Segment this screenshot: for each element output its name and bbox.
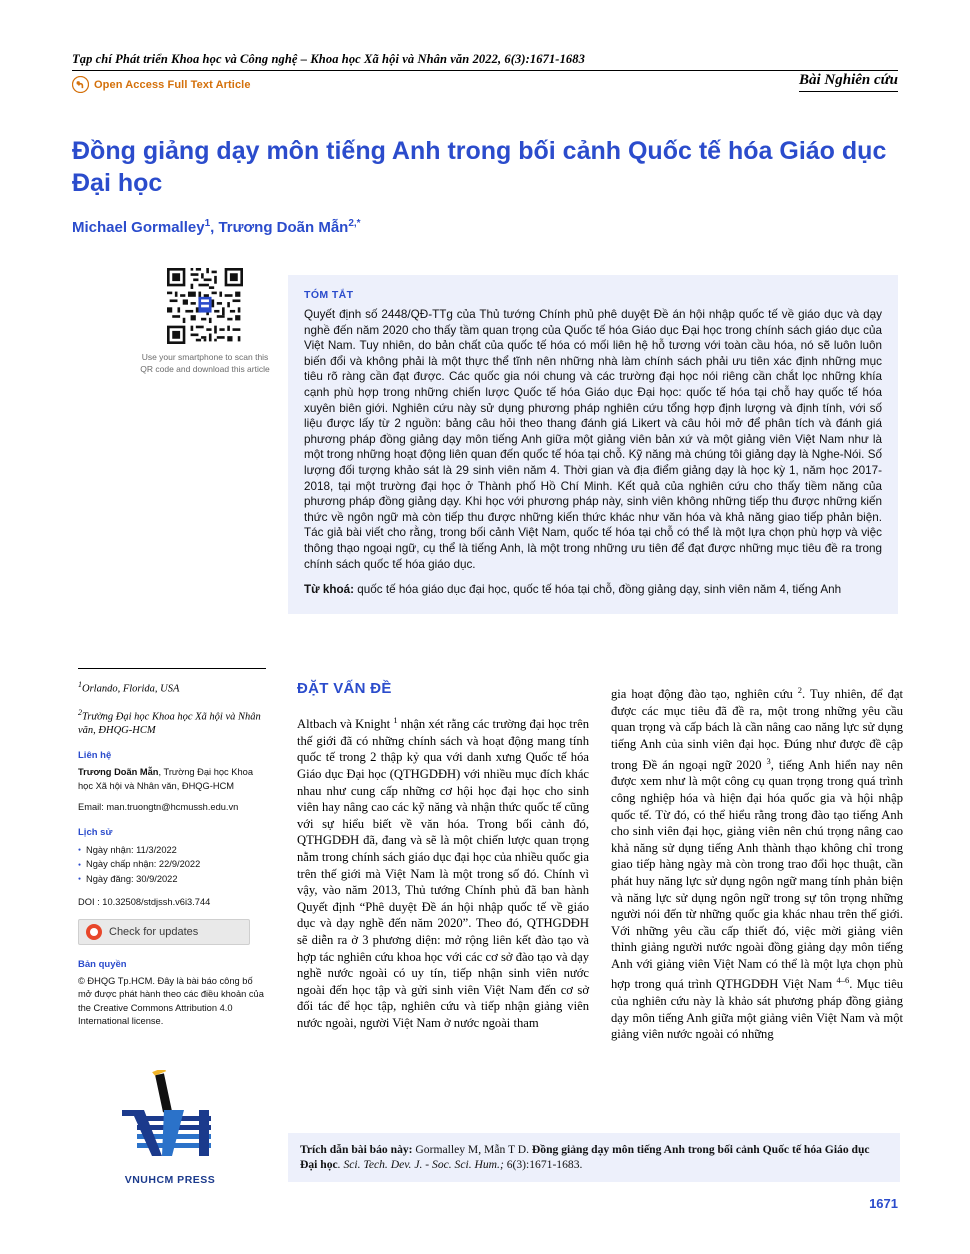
history-heading: Lịch sử xyxy=(78,826,113,838)
check-for-updates-button[interactable] xyxy=(78,919,250,945)
open-access-lock-icon xyxy=(72,76,89,93)
abstract-box xyxy=(288,275,898,614)
doi-text[interactable]: DOI : 10.32508/stdjssh.v6i3.744 xyxy=(78,896,211,907)
affiliation-1 xyxy=(78,678,266,697)
page-number: 1671 xyxy=(869,1196,898,1211)
page-title: Đồng giảng dạy môn tiếng Anh trong bối cảnh Quốc tế hóa Giáo dục Đại học xyxy=(72,136,887,197)
qr-caption-line-1: Use your smartphone to scan this xyxy=(141,352,269,362)
check-for-updates-label: Check for updates xyxy=(109,925,199,938)
affiliation-1-text: Orlando, Florida, USA xyxy=(82,683,180,695)
qr-code-icon xyxy=(167,268,243,344)
affiliation-1-marker: 1 xyxy=(78,680,82,689)
qr-caption-line-2: QR code and download this article xyxy=(140,364,270,374)
vnuhcm-press-logo-icon xyxy=(104,1070,236,1165)
citation-authors: Gormalley M, Mẫn T D. xyxy=(412,1143,532,1156)
open-access-badge xyxy=(72,76,251,93)
author-list: Michael Gormalley$^1$, Trương Doãn Mẫn$^{2,*}$ xyxy=(72,218,361,236)
section-heading-introduction: ĐẶT VẤN ĐỀ xyxy=(297,680,392,697)
copyright-text: © ĐHQG Tp.HCM. Đây là bài báo công bố mở được phát hành theo các điều khoản của the Creative Commons Attribution 4.0 International license. xyxy=(78,975,264,1027)
body-column-left: Altbach và Knight $^1$ nhận xét rằng các trường đại học trên thế giới đã có những chính sách và hoạt động mang tính quốc tế trong 2 thập kỷ qua với danh xưng Quốc tế hóa Giáo dục Đại học (QTHGDĐH) với nhiều mục đích khác nhau như cung cấp những cơ hội học đại học cho sinh viên hay nâng cao các kỹ năng và nhận thức quốc tế cũng với sự hiểu biết về văn hóa. Trong bối cảnh đó, QTHGDĐH đã, đang và sẽ là một chiến lược quan trọng nằm trong chính sách giáo dục đại học của nhiều quốc gia trên thế giới mà Việt Nam là một trong số đó. Chính vì vậy, vào năm 2013, Thủ tướng Chính phủ đã ban hành Quyết định “Phê duyệt Đề án hội nhập quốc tế về giáo dục và dạy nghề đến năm 2020”. Theo đó, QTHGDĐH sẽ diễn ra ở 3 phương diện: mở rộng liên kết đào tạo và hợp tác nghiên cứu khoa học với các cơ sở đào tạo và dạy nghề nước ngoài có uy tín, tiếp nhận sinh viên nước ngoài đến học tập và gửi sinh viên Việt Nam đến cơ sở đối tác để học tập, nghiên cứu và tiếp nhận giảng viên nước ngoài, người Việt Nam ở nước ngoài tham xyxy=(297,715,590,1030)
affiliation-2-marker: 2 xyxy=(78,707,82,717)
journal-header xyxy=(72,52,898,67)
citation-label: Trích dẫn bài báo này: xyxy=(300,1143,413,1156)
keywords-label: Từ khoá: xyxy=(304,583,355,597)
contact-block xyxy=(78,766,266,793)
history-item: ● Ngày đăng: 30/9/2022 xyxy=(78,872,266,887)
citation-journal: . Sci. Tech. Dev. J. - Soc. Sci. Hum.; xyxy=(337,1158,504,1172)
contact-email[interactable]: Email: man.truongtn@hcmussh.edu.vn xyxy=(78,802,239,812)
crossmark-icon xyxy=(86,924,102,940)
qr-caption xyxy=(130,351,280,375)
contact-heading: Liên hệ xyxy=(78,750,112,761)
publisher-logo-block xyxy=(95,1070,245,1186)
history-item: ● Ngày chấp nhận: 22/9/2022 xyxy=(78,857,266,872)
history-item: ● Ngày nhận: 11/3/2022 xyxy=(78,843,266,858)
affiliation-2 xyxy=(78,706,266,739)
open-access-label: Open Access Full Text Article xyxy=(94,78,251,91)
header-divider xyxy=(72,70,898,71)
citation-title: Đồng giảng dạy môn tiếng Anh trong bối cảnh Quốc tế hóa Giáo dục Đại học xyxy=(300,1143,870,1172)
publisher-name: VNUHCM PRESS xyxy=(124,1174,216,1186)
abstract-text: Quyết định số 2448/QĐ-TTg của Thủ tướng Chính phủ phê duyệt Đề án hội nhập quốc tế về giáo dục và dạy nghề đến năm 2020 cho thấy tầm quan trọng của Quốc tế hóa Giáo dục Đại học trong chính sách giáo dục của Việt Nam. Tuy nhiên, do bản chất của quốc tế hóa có mối liên hệ hỗ tương với toàn cầu hóa, nó sẽ luôn luôn biến đổi và không phải là một thực thể tĩnh nên những nhà làm chính sách phải ưu tiên xác định những mục tiêu rõ ràng cần đạt được. Các quốc gia nói chung và các trường đại học nói riêng cần chắt lọc những khía cạnh phù hợp trong những chiến lược Quốc tế hóa Giáo dục Đại học: quốc tế hóa tại chỗ hay quốc tế hóa xuyên biên giới. Nghiên cứu này sử dụng phương pháp nghiên cứu tổng hợp định lượng và định tính, với số liệu được lấy từ 2 nguồn: bảng câu hỏi theo thang đánh giá Likert và câu hỏi mở để phân tích và đánh giá phương pháp đồng giảng dạy môn tiếng Anh giữa một giảng viên bản xứ và một giảng viên Việt Nam như là một trong những hoạt động liên quan đến quốc tế hóa tại chỗ. Kỹ năng mà chúng tôi giảng dạy là Nghe-Nói. Số lượng đối tượng khảo sát là 29 sinh viên năm 4. Thời gian và địa điểm giảng dạy là học kỳ 1, năm học 2017-2018, tại một trường đại học ở Thành phố Hồ Chí Minh. Kết quả của nghiên cứu cho thấy tiềm năng của phương pháp đồng giảng dạy. Khi học với phương pháp này, sinh viên không những tiếp thu được những kiến thức về ngôn ngữ mà còn tiếp thu được những kiến thức khác như văn hóa và khả năng giao tiếp phản biện. Tác giả bài viết cho rằng, trong bối cảnh Việt Nam, quốc tế hóa tại chỗ có thể là một lựa chọn phù hợp và việc thông thạo ngoại ngữ, cụ thể là tiếng Anh, là một trong những ưu tiên để đạt được những mục tiêu đề ra trong chính sách quốc tế hóa giáo dục. xyxy=(304,308,882,571)
contact-name: Trương Doãn Mẫn xyxy=(78,767,159,777)
citation-volume-pages: 6(3):1671-1683. xyxy=(503,1158,583,1172)
journal-citation-line: Tạp chí Phát triển Khoa học và Công nghệ – Khoa học Xã hội và Nhân văn 2022, 6(3):1671-1683 xyxy=(72,52,585,66)
keywords-block xyxy=(304,582,882,598)
citation-box xyxy=(288,1133,900,1182)
sidebar-metadata xyxy=(78,668,266,1029)
copyright-heading: Bản quyền xyxy=(78,958,127,970)
abstract-heading: TÓM TẮT xyxy=(304,289,354,301)
sidebar-divider xyxy=(78,668,266,669)
qr-code-block xyxy=(130,268,280,375)
keywords-value: quốc tế hóa giáo dục đại học, quốc tế hóa tại chỗ, đồng giảng dạy, sinh viên năm 4, tiếng Anh xyxy=(357,583,842,597)
affiliation-2-text: Trường Đại học Khoa học Xã hội và Nhân văn, ĐHQG-HCM xyxy=(78,711,261,736)
contact-affiliation: , Trường Đại học Khoa học Xã hội và Nhân văn, ĐHQG-HCM xyxy=(78,767,253,791)
body-column-right: gia hoạt động đào tạo, nghiên cứu $^2$. Tuy nhiên, để đạt được các mục tiêu đã đề ra, một trong những yêu cầu quan trọng và cấp bách là cần nâng cao năng lực sử dụng tiếng Anh của sinh viên đại học. Đúng như được đề cập trong Đề án ngoại ngữ 2020 $^3$, tiếng Anh hiển nay nên được xem như là một công cụ quan trọng trong quá trình công nghiệp hóa và hiện đại hóa quốc gia và hội nhập quốc tế. Từ đó, có thể hiểu rằng trong đào tạo tiếng Anh cho sinh viên đại học, giảng viên nên chú trọng nâng cao khả năng sử dụng tiếng Anh thành thạo không chỉ trong giao tiếp hàng ngày mà còn trong trao đổi học thuật, cần phát huy năng lực sử dụng ngôn ngữ mang tính phản biện và năng lực sử dụng ngôn ngữ trong sự tôn trọng những người nói đến từ những quốc gia khác nhau trên thế giới. Với những yêu cầu cấp thiết đó, việc mời giảng viên thỉnh giảng người nước ngoài đồng giảng dạy môn tiếng Anh với giảng viên Việt Nam có thể là một lựa chọn phù hợp trong quá trình QTHGDĐH Việt Nam $^{4-6}$. Mục tiêu của nghiên cứu này là khảo sát phương pháp đồng giảng dạy môn tiếng Anh giữa một giảng viên Việt Nam và một giảng viên nước ngoài có những xyxy=(611,685,903,1042)
article-type-label: Bài Nghiên cứu xyxy=(799,72,898,92)
history-list xyxy=(78,843,266,887)
